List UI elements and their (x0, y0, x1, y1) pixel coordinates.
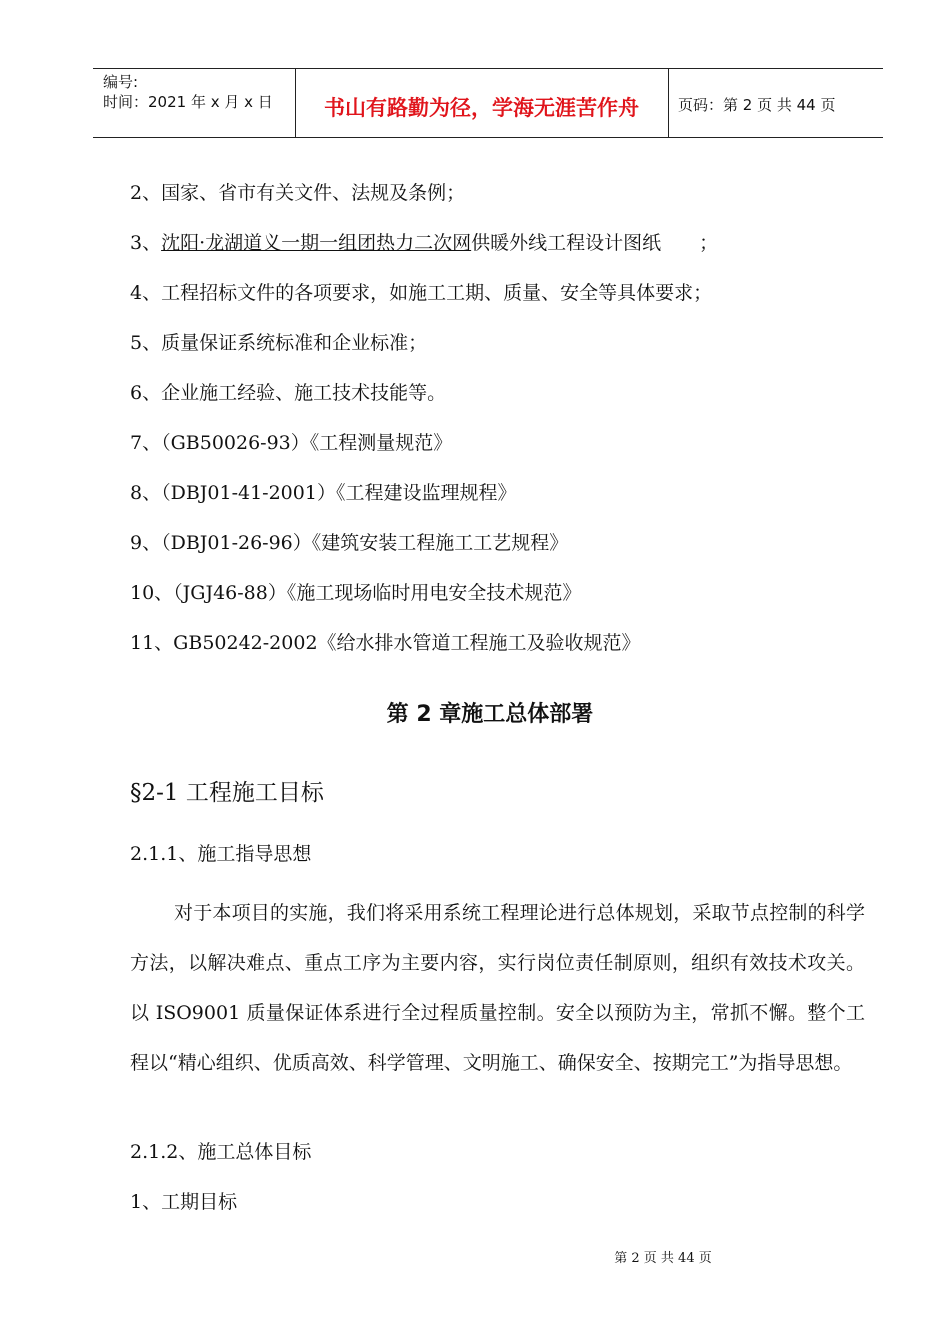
list-item: 7、（GB50026-93）《工程测量规范》 (130, 432, 453, 454)
document-number: 编号: (103, 73, 139, 91)
list-item: 8、（DBJ01-41-2001）《工程建设监理规程》 (130, 482, 517, 504)
subsection-title: 2.1.2、施工总体目标 (130, 1141, 312, 1163)
list-item: 9、（DBJ01-26-96）《建筑安装工程施工工艺规程》 (130, 532, 569, 554)
document-time: 时间：2021 年 x 月 x 日 (103, 93, 273, 111)
list-item: 10、（JGJ46-88）《施工现场临时用电安全技术规范》 (130, 582, 582, 604)
list-item: 2、国家、省市有关文件、法规及条例； (130, 182, 466, 204)
header-motto-cell (295, 69, 669, 137)
project-name-underlined: 沈阳·龙湖道义一期一组团热力二次网 (161, 232, 472, 254)
list-item: 11、GB50242-2002《给水排水管道工程施工及验收规范》 (130, 632, 641, 654)
page-footer: 第 2 页 共 44 页 (614, 1251, 712, 1266)
header-page-cell (668, 69, 883, 137)
header-motto: 书山有路勤为径，学海无涯苦作舟 (324, 96, 639, 120)
header-meta-cell (93, 69, 296, 137)
list-item: 1、工期目标 (130, 1191, 238, 1213)
list-item-prefix: 3、 (130, 232, 162, 254)
header-page-info: 页码：第 2 页 共 44 页 (678, 96, 836, 114)
list-item (130, 231, 718, 255)
section-title: §2-1 工程施工目标 (130, 780, 324, 806)
page-header (93, 68, 883, 138)
list-item: 5、质量保证系统标准和企业标准； (130, 332, 428, 354)
list-item: 4、工程招标文件的各项要求，如施工工期、质量、安全等具体要求； (130, 282, 713, 304)
list-item: 6、企业施工经验、施工技术技能等。 (130, 382, 447, 404)
body-paragraph: 对于本项目的实施，我们将采用系统工程理论进行总体规划，采取节点控制的科学方法，以解决难点、重点工序为主要内容，实行岗位责任制原则，组织有效技术攻关。以 ISO9001 质量保证体系进行全过程质量控制。安全以预防为主，常抓不懈。整个工程以“精心组织、优质高效、科学管理、文明施工、确保安全、按期完工”为指导思想。 (130, 902, 865, 1074)
list-item-suffix: 供暖外线工程设计图纸 ； (471, 232, 719, 254)
chapter-title: 第 2 章施工总体部署 (386, 702, 594, 727)
subsection-title: 2.1.1、施工指导思想 (130, 843, 312, 865)
